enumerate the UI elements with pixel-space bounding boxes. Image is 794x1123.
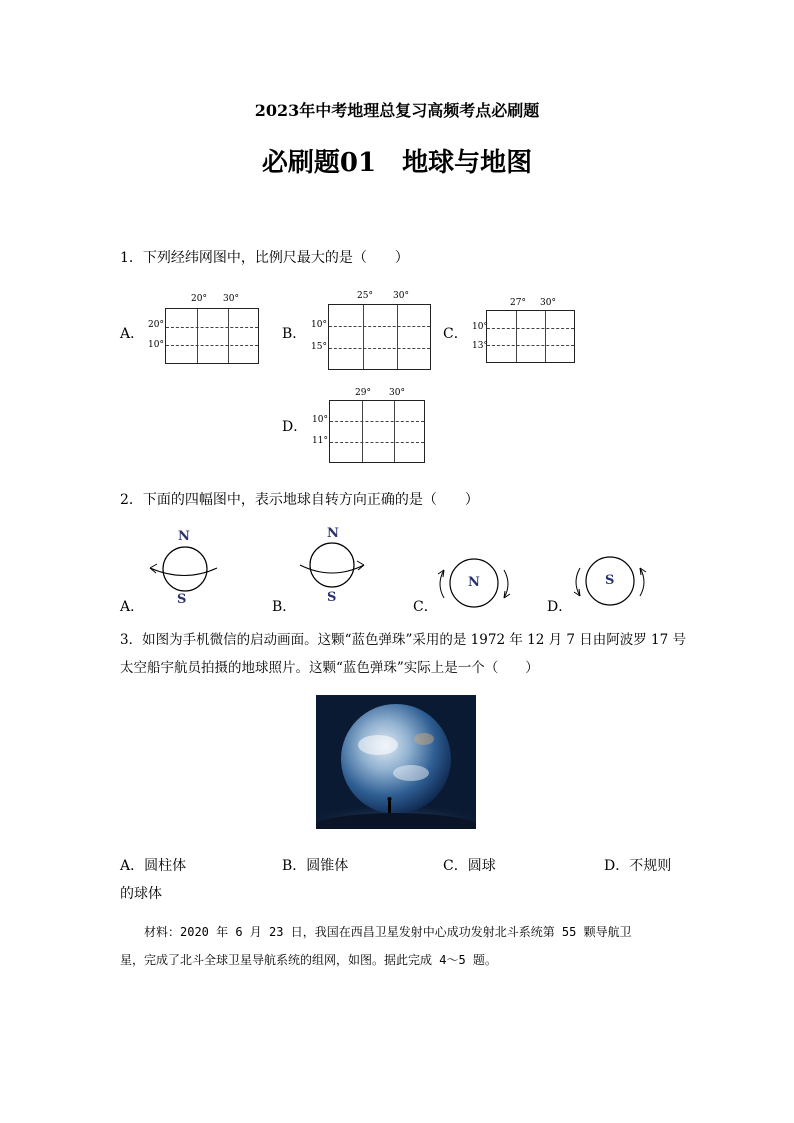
south-pole-label: S [327, 590, 337, 605]
q2-option-a-diagram [145, 525, 225, 610]
lat-label: 20° [148, 320, 164, 330]
lon-label: 25° [357, 291, 373, 301]
south-pole-label: S [177, 592, 187, 607]
q1-option-a-label: A． [120, 326, 145, 342]
lon-label: 29° [355, 388, 371, 398]
material-line-1: 材料：2020 年 6 月 23 日，我国在西昌卫星发射中心成功发射北斗系统第 55 颗导航卫 [120, 925, 632, 939]
lat-label: 15° [311, 342, 327, 352]
q2-option-b-label: B． [272, 599, 297, 615]
lat-label: 13° [472, 341, 488, 351]
lat-label: 11° [312, 436, 328, 446]
grid-box [329, 400, 425, 463]
q2-option-d-label: D． [547, 599, 573, 615]
q3-option-a: A．圆柱体 [120, 858, 187, 874]
q1-option-c-label: C． [443, 326, 468, 342]
q3-option-c: C．圆球 [443, 858, 496, 874]
q2-option-a-label: A． [120, 599, 145, 615]
q3-option-b: B．圆锥体 [282, 858, 349, 874]
q1-option-b-graticule [305, 290, 435, 372]
q3-option-d: D．不规则 [604, 858, 672, 874]
q1-option-d-label: D． [282, 419, 308, 435]
question-3-stem-line1: 3．如图为手机微信的启动画面。这颗“蓝色弹珠”采用的是 1972 年 12 月 7 日由阿波罗 17 号 [120, 632, 687, 648]
question-1-stem: 1．下列经纬网图中，比例尺最大的是（ ） [120, 250, 409, 266]
lon-label: 20° [191, 294, 207, 304]
lat-label: 10° [148, 340, 164, 350]
q1-option-d-graticule [305, 385, 435, 467]
south-pole-label: S [605, 573, 615, 588]
q1-option-b-label: B． [282, 326, 307, 342]
lat-label: 10° [472, 322, 488, 332]
lon-label: 30° [223, 294, 239, 304]
q2-option-b-diagram [294, 523, 374, 608]
lat-label: 10° [312, 415, 328, 425]
question-3-stem-line2: 太空船宇航员拍摄的地球照片。这颗“蓝色弹珠”实际上是一个（ ） [120, 660, 539, 676]
lon-label: 30° [389, 388, 405, 398]
material-line-2: 星，完成了北斗全球卫星导航系统的组网，如图。据此完成 4～5 题。 [120, 953, 497, 967]
q2-option-c-diagram [436, 556, 516, 612]
paper-subtitle: 2023年中考地理总复习高频考点必刷题 [254, 101, 540, 120]
earth-image [316, 695, 476, 829]
blue-marble-photo [316, 695, 476, 829]
grid-box [165, 308, 259, 364]
lon-label: 27° [510, 298, 526, 308]
grid-box [486, 310, 575, 363]
north-pole-label: N [327, 526, 339, 541]
north-pole-label: N [468, 575, 480, 590]
q1-option-c-graticule [466, 295, 586, 370]
grid-box [328, 304, 431, 370]
question-2-stem: 2．下面的四幅图中，表示地球自转方向正确的是（ ） [120, 492, 479, 508]
q1-option-a-graticule [140, 292, 270, 372]
q3-option-d-continued: 的球体 [120, 886, 162, 902]
paper-title: 必刷题01 地球与地图 [261, 148, 533, 178]
lon-label: 30° [540, 298, 556, 308]
lon-label: 30° [393, 291, 409, 301]
q2-option-d-diagram [570, 554, 650, 610]
north-pole-label: N [178, 529, 190, 544]
q2-option-c-label: C． [413, 599, 438, 615]
lat-label: 10° [311, 320, 327, 330]
